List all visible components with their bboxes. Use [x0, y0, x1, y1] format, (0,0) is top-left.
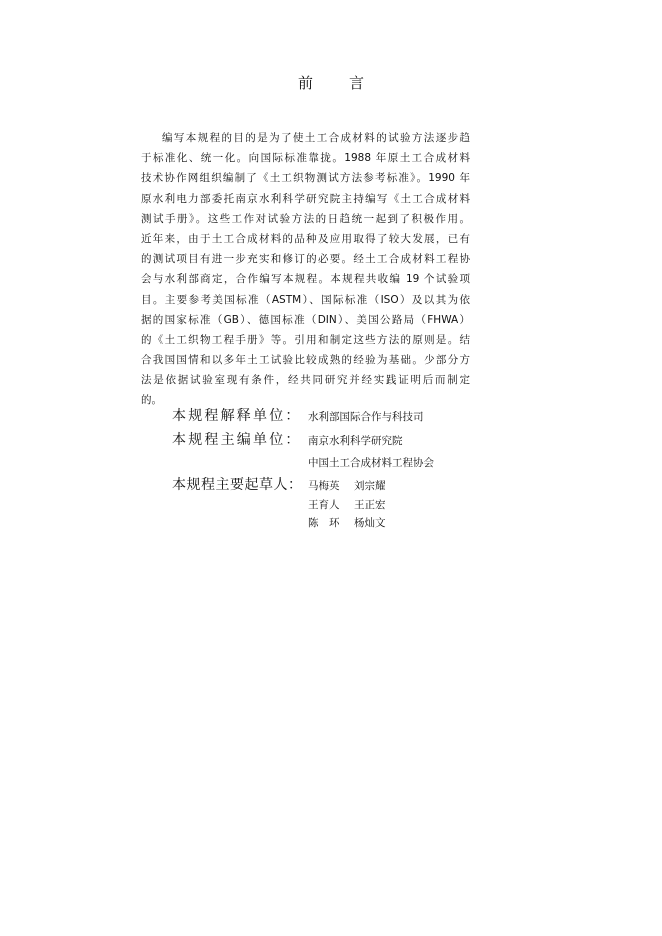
drafter-name: 杨灿文 [354, 517, 386, 529]
editor-unit-row-2 [172, 452, 492, 474]
foreword-paragraph [141, 128, 470, 411]
drafter-row [172, 496, 492, 514]
paragraph-line: 目。主要参考美国标准（ASTM）、国际标准（ISO）及以其为依 [141, 293, 470, 306]
paragraph-line: 合我国国情和以多年土工试验比较成熟的经验为基础。少部分方 [141, 354, 470, 367]
paragraph-line: 于标准化、统一化。向国际标准靠拢。1988 年原土工合成材料 [141, 152, 470, 165]
paragraph-line: 据的国家标准（GB）、德国标准（DIN）、美国公路局（FHWA） [141, 313, 470, 326]
title-char-2: 言 [349, 74, 365, 92]
drafter-row [172, 474, 492, 496]
title-char-1: 前 [297, 74, 313, 92]
paragraph-line: 近年来，由于土工合成材料的品种及应用取得了较大发展，已有 [141, 232, 470, 245]
editor-unit-value-2: 中国土工合成材料工程协会 [308, 457, 434, 469]
paragraph-line: 技术协作网组织编制了《土工织物测试方法参考标准》。1990 年 [141, 172, 470, 185]
drafter-name: 马梅英 [308, 480, 340, 492]
paragraph-line: 原水利电力部委托南京水利科学研究院主持编写《土工合成材料 [141, 192, 470, 205]
editor-unit-label: 本规程主编单位： [172, 432, 302, 448]
interpret-unit-label: 本规程解释单位： [172, 408, 302, 424]
paragraph-line: 的。 [141, 394, 162, 407]
editor-unit-row [172, 428, 492, 452]
drafter-names [308, 496, 386, 514]
interpret-unit-row [172, 404, 492, 428]
paragraph-line: 的测试项目有进一步充实和修订的必要。经土工合成材料工程协 [141, 253, 470, 266]
credits-block [172, 404, 492, 532]
drafter-name: 刘宗耀 [354, 480, 386, 492]
drafter-label: 本规程主要起草人： [172, 477, 303, 493]
editor-unit-value: 南京水利科学研究院 [308, 435, 403, 447]
drafter-names [308, 475, 386, 497]
drafter-names [308, 514, 386, 532]
drafter-row [172, 514, 492, 532]
paragraph-line: 编写本规程的目的是为了使土工合成材料的试验方法逐步趋 [162, 132, 470, 144]
paragraph-line: 法是依据试验室现有条件，经共同研究并经实践证明后而制定 [141, 374, 470, 387]
drafter-name: 陈 环 [308, 517, 340, 529]
interpret-unit-value: 水利部国际合作与科技司 [308, 411, 424, 423]
paragraph-line: 会与水利部商定，合作编写本规程。本规程共收编 19 个试验项 [141, 273, 470, 286]
drafter-name: 王育人 [308, 499, 340, 511]
page-title [0, 72, 662, 93]
paragraph-line: 测试手册》。这些工作对试验方法的日趋统一起到了积极作用。 [141, 212, 470, 225]
drafter-name: 王正宏 [354, 499, 386, 511]
paragraph-line: 的《土工织物工程手册》等。引用和制定这些方法的原则是。结 [141, 333, 470, 346]
